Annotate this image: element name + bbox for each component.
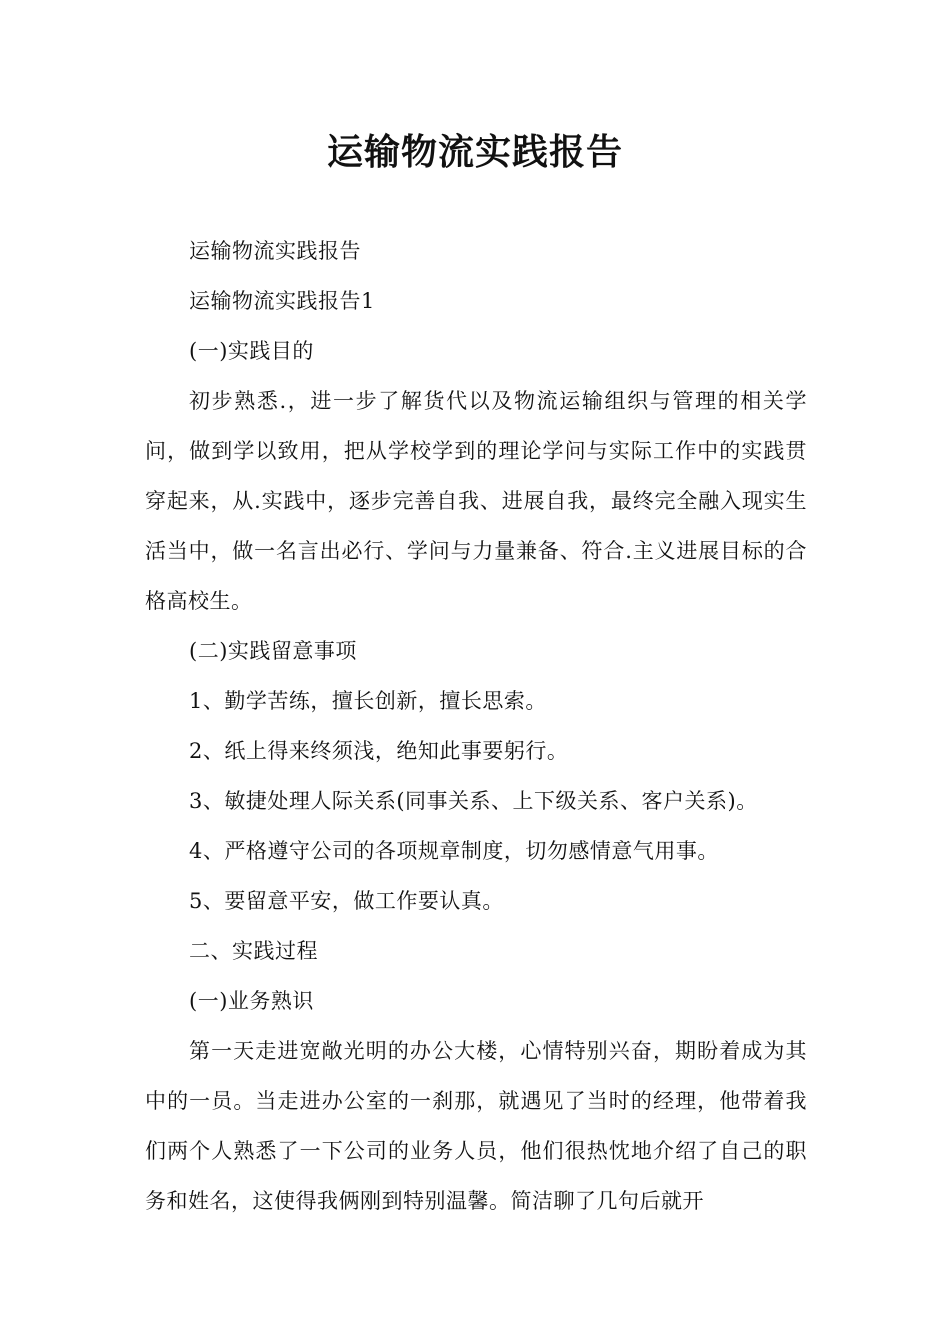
paragraph-purpose: 初步熟悉.，进一步了解货代以及物流运输组织与管理的相关学问，做到学以致用，把从学校学到的理论学问与实际工作中的实践贯穿起来，从.实践中，逐步完善自我、进展自我，最终完全融入现实生活当中，做一名言出必行、学问与力量兼备、符合.主义进展目标的合格高校生。 bbox=[145, 389, 807, 613]
list-item-note-2: 2、纸上得来终须浅，绝知此事要躬行。 bbox=[189, 739, 569, 763]
list-item-note-3: 3、敏捷处理人际关系(同事关系、上下级关系、客户关系)。 bbox=[189, 789, 758, 813]
section-heading-purpose: (一)实践目的 bbox=[189, 339, 314, 363]
paragraph-report-number: 运输物流实践报告1 bbox=[189, 289, 375, 313]
section-heading-notes: (二)实践留意事项 bbox=[189, 639, 357, 663]
list-item-note-5: 5、要留意平安，做工作要认真。 bbox=[189, 889, 504, 913]
list-item-note-4: 4、严格遵守公司的各项规章制度，切勿感情意气用事。 bbox=[189, 839, 719, 863]
paragraph-first-day: 第一天走进宽敞光明的办公大楼，心情特别兴奋，期盼着成为其中的一员。当走进办公室的一刹那，就遇见了当时的经理，他带着我们两个人熟悉了一下公司的业务人员，他们很热忱地介绍了自己的职务和姓名，这使得我俩刚到特别温馨。简洁聊了几句后就开 bbox=[145, 1039, 807, 1213]
subsection-heading-business: (一)业务熟识 bbox=[189, 989, 314, 1013]
document-body bbox=[145, 226, 807, 1226]
document-title: 运输物流实践报告 bbox=[326, 132, 623, 173]
paragraph-heading-repeat: 运输物流实践报告 bbox=[189, 239, 361, 263]
list-item-note-1: 1、勤学苦练，擅长创新，擅长思索。 bbox=[189, 689, 547, 713]
section-heading-process: 二、实践过程 bbox=[189, 939, 318, 963]
